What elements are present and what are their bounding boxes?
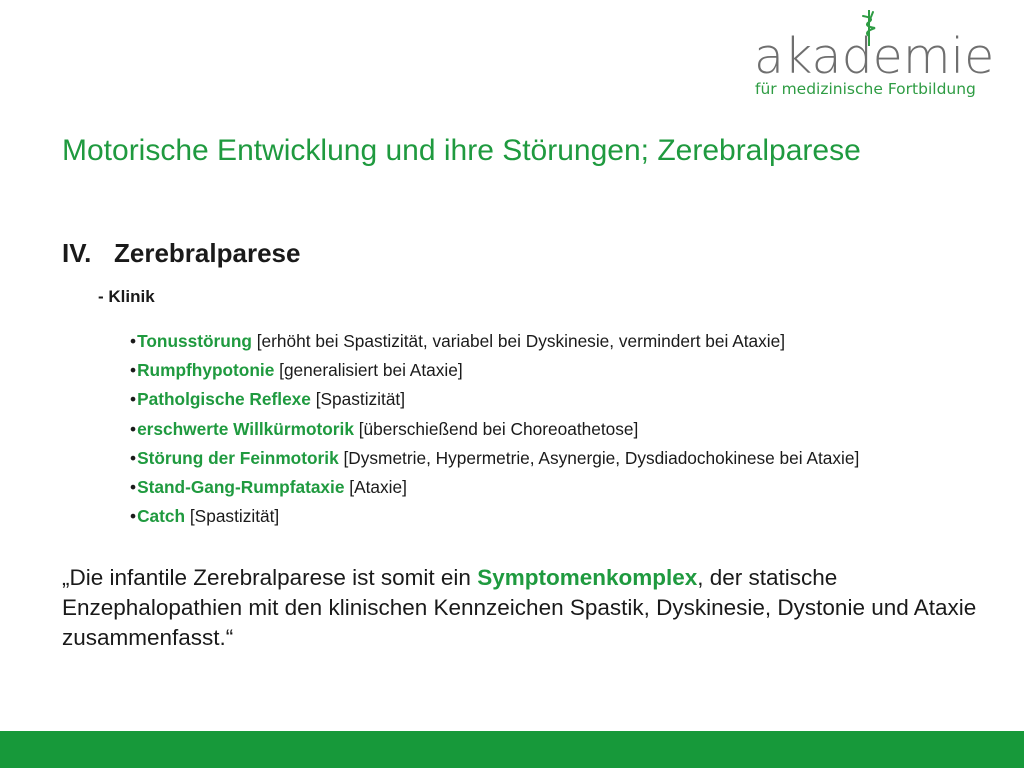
symptom-term: erschwerte Willkürmotorik (137, 418, 354, 439)
list-item (130, 444, 859, 473)
bullet-marker: • (130, 360, 137, 381)
symptom-detail: [Spastizität] (310, 389, 406, 410)
section-heading (62, 238, 300, 269)
symptom-term: Stand-Gang-Rumpfataxie (137, 477, 345, 498)
bullet-marker: • (130, 477, 137, 498)
list-item (130, 385, 859, 414)
symptom-detail: [erhöht bei Spastizität, variabel bei Dyskinesie, vermindert bei Ataxie] (251, 331, 786, 351)
bullet-marker: • (130, 418, 137, 439)
subsection-heading: - Klinik (98, 287, 155, 306)
quote-text-end: , der statische Enzephalopathien mit den klinischen Kennzeichen Spastik, Dyskinesie, Dystonie und Ataxie zusammenfasst.“ (62, 565, 977, 650)
list-item (130, 327, 859, 356)
bullet-marker: • (130, 331, 137, 351)
quote-highlight: Symptomenkomplex (477, 565, 698, 590)
symptom-detail: [Spastizität] (185, 506, 280, 527)
list-item (130, 356, 859, 385)
symptom-term: Rumpfhypotonie (137, 360, 275, 381)
bullet-marker: • (130, 506, 137, 527)
slide-title: Motorische Entwicklung und ihre Störungen; Zerebralparese (62, 134, 861, 167)
section-number: IV. (62, 238, 92, 268)
symptom-list (130, 327, 859, 531)
section-title: Zerebralparese (114, 238, 301, 268)
list-item (130, 473, 859, 502)
list-item (130, 415, 859, 444)
bullet-marker: • (130, 447, 137, 468)
definition-quote (62, 563, 982, 653)
symptom-term: Tonusstörung (137, 331, 252, 351)
quote-text-start: „Die infantile Zerebralparese ist somit ein (62, 565, 478, 590)
symptom-term: Catch (137, 506, 186, 527)
bullet-marker: • (130, 389, 137, 410)
symptom-detail: [Dysmetrie, Hypermetrie, Asynergie, Dysdiadochokinese bei Ataxie] (338, 447, 860, 468)
staff-of-asclepius-icon (857, 8, 881, 48)
logo-tagline: für medizinische Fortbildung (755, 80, 976, 98)
symptom-detail: [generalisiert bei Ataxie] (274, 360, 463, 381)
list-item (130, 502, 859, 531)
symptom-term: Störung der Feinmotorik (137, 447, 339, 468)
symptom-detail: [überschießend bei Choreoathetose] (353, 418, 639, 439)
symptom-detail: [Ataxie] (344, 477, 407, 498)
logo-wordmark: akademie (754, 28, 995, 85)
symptom-term: Patholgische Reflexe (137, 389, 311, 410)
footer-bar (0, 731, 1024, 768)
